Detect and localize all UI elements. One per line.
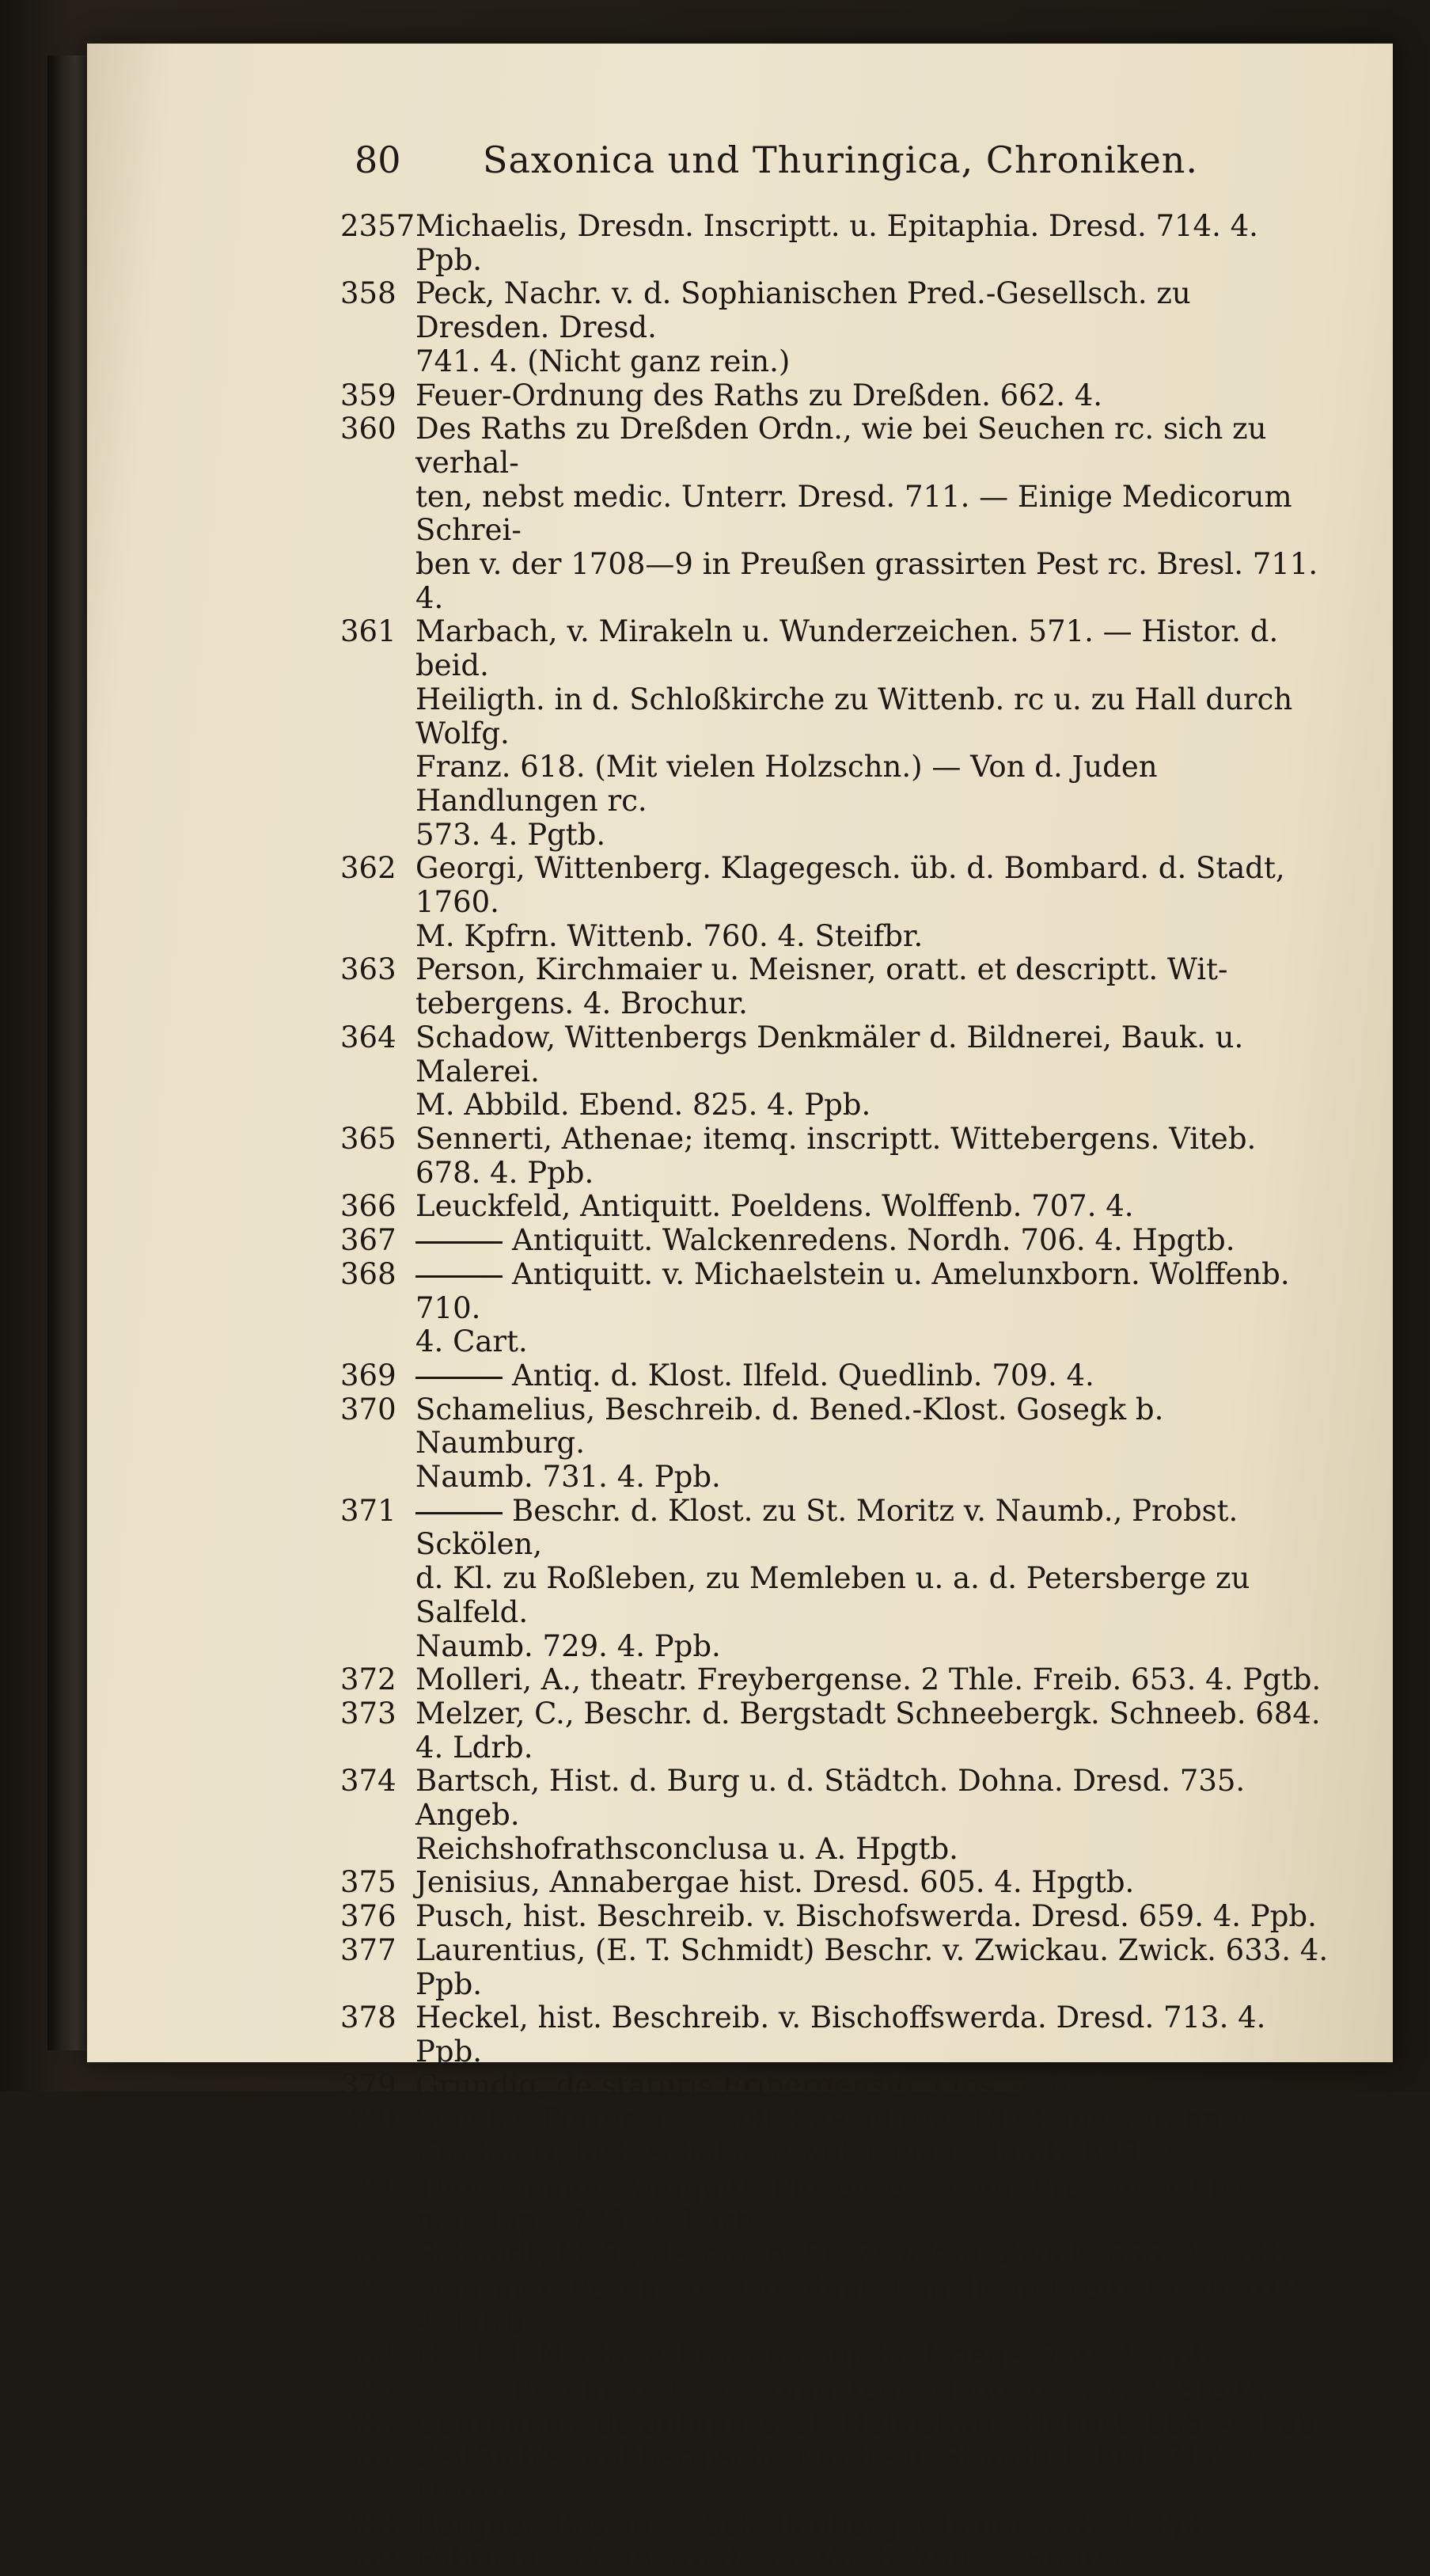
entry-number: 376 xyxy=(340,1899,396,1934)
entry-text: ben v. der 1708—9 in Preußen grassirten Pest rc. Bresl. 711. 4. xyxy=(415,547,1327,615)
catalog-entry xyxy=(340,1258,1329,1359)
entry-line xyxy=(415,548,1329,615)
entry-line xyxy=(415,1562,1329,1629)
catalog-entry xyxy=(340,1663,1329,1697)
entry-text: Molleri, A., theatr. Freybergense. 2 Thle. Freib. 653. 4. Pgtb. xyxy=(415,1662,1322,1697)
entry-number: 384 xyxy=(340,2339,396,2373)
catalog-entry xyxy=(340,2339,1329,2373)
entry-number: 360 xyxy=(340,412,396,446)
entry-text: 4. Cart. xyxy=(415,1324,528,1359)
entry-line xyxy=(415,1765,1329,1832)
catalog-entries xyxy=(340,209,1337,2576)
catalog-entry xyxy=(340,2272,1329,2339)
entry-text: Kirchneri, hist. scholae P. Mit 1 Plan. Numb. 843. 4. xyxy=(415,2136,1186,2171)
entry-number: 365 xyxy=(340,1121,396,1156)
entry-number: 388 xyxy=(340,2507,396,2542)
catalog-entry xyxy=(340,1697,1329,1765)
entry-text: Peck, Nachr. v. d. Sophianischen Pred.-Gesellsch. zu Dresden. Dresd. xyxy=(415,276,1201,345)
catalog-entry xyxy=(340,1866,1329,1900)
catalog-entry xyxy=(340,412,1329,615)
entry-number: 378 xyxy=(340,2000,396,2035)
entry-line xyxy=(415,1393,1329,1461)
entry-line xyxy=(415,1359,1329,1393)
entry-number: 382 xyxy=(340,2237,396,2272)
entry-text: Antiq. d. Klost. Ilfeld. Quedlinb. 709. 4. xyxy=(512,1358,1094,1392)
entry-number: 359 xyxy=(340,378,396,412)
entry-line xyxy=(415,1663,1329,1697)
entry-line xyxy=(415,379,1329,413)
entry-number: 373 xyxy=(340,1696,396,1731)
catalog-entry xyxy=(340,2509,1329,2543)
entry-number: 362 xyxy=(340,851,396,886)
catalog-entry xyxy=(340,2171,1329,2238)
catalog-entry xyxy=(340,1190,1329,1224)
entry-line xyxy=(415,1157,1329,1191)
catalog-entry xyxy=(340,953,1329,1020)
entry-line xyxy=(415,1123,1329,1157)
ditto-dash xyxy=(415,2391,503,2393)
entry-text: 741. 4. (Nicht ganz rein.) xyxy=(415,344,791,378)
entry-text: Marbach, v. Mirakeln u. Wunderzeichen. 571. — Histor. d. beid. xyxy=(415,614,1288,683)
entry-text: Schirmer, Beschr. d. Begräbniß-Kapelle in Freib. Freib. 619. 4. Ldrb. xyxy=(415,2270,1320,2339)
entry-text: Fabricius, Freibergi descr. Viteb. 750. 4. Steifbr. xyxy=(415,2541,1134,2576)
entry-text: M. Abbild. Ebend. 825. 4. Ppb. xyxy=(415,1088,871,1123)
page-number: 80 xyxy=(355,139,401,181)
entry-number: 375 xyxy=(340,1865,396,1900)
catalog-entry xyxy=(340,1495,1329,1664)
entry-text: Naumb. 731. 4. Ppb. xyxy=(415,1460,721,1495)
entry-line xyxy=(415,852,1329,919)
entry-text: 573. 4. Pgtb. xyxy=(415,817,606,852)
entry-text: Reichshofrathsconclusa u. A. Hpgtb. xyxy=(415,1831,958,1866)
entry-text: Michaelis, Dresdn. Inscriptt. u. Epitaphia. Dresd. 714. 4. Ppb. xyxy=(415,209,1268,277)
entry-line xyxy=(415,2204,1329,2238)
entry-line xyxy=(415,210,1329,277)
entry-line xyxy=(415,1089,1329,1123)
entry-number: 358 xyxy=(340,276,396,311)
entry-line xyxy=(415,2272,1329,2339)
entry-number: 367 xyxy=(340,1223,396,1258)
entry-text: Person, Kirchmaier u. Meisner, oratt. et descriptt. Wit- xyxy=(415,952,1228,987)
entry-text: nau. Lips. 725. 4. Ldrb. xyxy=(415,2203,763,2238)
entry-text: Feuer-Ordnung des Raths zu Dreßden. 662. 4. xyxy=(415,378,1103,412)
catalog-entry xyxy=(340,1123,1329,1190)
entry-number: 377 xyxy=(340,1932,396,1967)
entry-text: Conringius, de antiquiss. st. Helmstadii. Helmst. 665. 4. Ppb. xyxy=(415,2406,1326,2441)
catalog-entry xyxy=(340,1765,1329,1866)
entry-number: 363 xyxy=(340,952,396,987)
entry-text: Melzer, C., Beschr. d. Bergstadt Schneebergk. Schneeb. 684. 4. Ldrb. xyxy=(415,1696,1330,1765)
entry-line xyxy=(415,1258,1329,1325)
entry-line xyxy=(415,2001,1329,2069)
entry-line xyxy=(415,277,1329,344)
entry-number: 364 xyxy=(340,1020,396,1054)
entry-text: Bartsch, Hist. d. Burg u. d. Städtch. Dohna. Dresd. 735. Angeb. xyxy=(415,1764,1254,1833)
entry-line xyxy=(415,1021,1329,1089)
entry-number: 368 xyxy=(340,1256,396,1291)
entry-text: Schmidt, M. T., Beschr. d. St. Zwickau. Zwick. 656. 4. Pgtb. xyxy=(415,2237,1297,2272)
entry-text: d. Kl. zu Roßleben, zu Memleben u. a. d. Petersberge zu Salfeld. xyxy=(415,1561,1260,1629)
entry-text: Schamelius, Beschreib. d. Bened.-Klost. Gosegk b. Naumburg. xyxy=(415,1392,1174,1461)
entry-number: 374 xyxy=(340,1764,396,1799)
entry-line xyxy=(415,1866,1329,1900)
entry-text: Naumb. 729. 4. Ppb. xyxy=(415,1628,721,1663)
entry-line xyxy=(415,987,1329,1021)
entry-line xyxy=(415,819,1329,853)
catalog-entry xyxy=(340,1900,1329,1934)
entry-number: 380 xyxy=(340,2102,396,2137)
ditto-dash xyxy=(415,1512,503,1514)
entry-line xyxy=(415,1461,1329,1495)
entry-text: Heckel, Nachr. v. Pirna im 30jähr. Kriege. 739. 4. Ppb. xyxy=(415,2339,1220,2373)
entry-number: 369 xyxy=(340,1358,396,1392)
entry-line xyxy=(415,1224,1329,1258)
entry-line xyxy=(415,1630,1329,1664)
running-title: Saxonica und Thuringica, Chroniken. xyxy=(482,139,1199,181)
catalog-entry xyxy=(340,2103,1329,2170)
entry-number: 371 xyxy=(340,1493,396,1528)
entry-number: 381 xyxy=(340,2169,396,2204)
entry-line xyxy=(415,1697,1329,1765)
entry-text: Grundig, de statutis Fribergensib. Lips. 766. 4. xyxy=(415,2068,1116,2103)
entry-text: Pusch, hist. Beschreib. v. Bischofswerda. Dresd. 659. 4. Ppb. xyxy=(415,1899,1317,1934)
ditto-dash xyxy=(415,1275,503,1278)
entry-line xyxy=(415,1325,1329,1359)
entry-line xyxy=(415,2543,1329,2576)
entry-line xyxy=(415,2373,1329,2407)
entry-text: Heckel, hist. Beschreib. v. Bischoffswerda. Dresd. 713. 4. Ppb. xyxy=(415,2000,1276,2069)
entry-text: Georgi, Wittenberg. Klagegesch. üb. d. Bombard. d. Stadt, 1760. xyxy=(415,851,1295,920)
entry-line xyxy=(415,2441,1329,2508)
entry-text: Beschr. d. Klost. zu St. Moritz v. Naumb., Probst. Sckölen, xyxy=(415,1493,1248,1562)
entry-text: Beschr. d. Fest. Königstein. Magdeb. 737. 4. Steifbr. xyxy=(512,2373,1286,2407)
entry-text: Thorschmidt, Antiquitt. Plocenses et adi. Prezzin et Elbe- xyxy=(415,2169,1265,2204)
entry-line xyxy=(415,481,1329,548)
entry-text: Des Raths zu Dreßden Ordn., wie bei Seuchen rc. sich zu verhal- xyxy=(415,412,1276,480)
ditto-dash xyxy=(415,1241,503,1244)
entry-number: 389 xyxy=(340,2541,396,2576)
entry-line xyxy=(415,1833,1329,1867)
entry-number: 385 xyxy=(340,2373,396,2407)
entry-line xyxy=(415,2407,1329,2441)
entry-line xyxy=(415,1495,1329,1562)
catalog-entry xyxy=(340,1359,1329,1393)
entry-line xyxy=(415,920,1329,954)
catalog-entry xyxy=(340,2069,1329,2103)
entry-number: 379 xyxy=(340,2068,396,2103)
entry-line xyxy=(415,2238,1329,2272)
entry-number: 372 xyxy=(340,1662,396,1697)
entry-text: Heiligth. in d. Schloßkirche zu Wittenb. rc u. zu Hall durch Wolfg. xyxy=(415,682,1302,750)
entry-line xyxy=(415,953,1329,987)
entry-line xyxy=(415,2137,1329,2171)
ditto-dash xyxy=(415,1377,503,1379)
entry-line xyxy=(415,1190,1329,1224)
entry-line xyxy=(415,412,1329,480)
catalog-entry xyxy=(340,2407,1329,2441)
catalog-entry xyxy=(340,1021,1329,1123)
catalog-entry xyxy=(340,615,1329,852)
entry-text: tebergens. 4. Brochur. xyxy=(415,986,748,1021)
entry-number: 387 xyxy=(340,2440,396,2475)
entry-line xyxy=(415,683,1329,750)
catalog-entry xyxy=(340,1393,1329,1495)
entry-text: ten, nebst medic. Unterr. Dresd. 711. — Einige Medicorum Schrei- xyxy=(415,479,1302,548)
entry-line xyxy=(415,1932,1337,2001)
catalog-entry xyxy=(340,277,1329,378)
entry-text: Zeitfuch's Stollbergische Kirch.- u. Stadthist. Eßl. 717. 4. Hpgtb. xyxy=(415,2440,1276,2509)
catalog-entry xyxy=(340,210,1329,277)
entry-line xyxy=(415,2103,1329,2137)
catalog-entry xyxy=(340,1932,1337,2001)
entry-line xyxy=(415,2171,1329,2205)
entry-number: 386 xyxy=(340,2406,396,2441)
entry-line xyxy=(415,2509,1329,2543)
entry-line xyxy=(415,750,1329,818)
catalog-entry xyxy=(340,2543,1329,2576)
entry-number: 2357 xyxy=(340,209,415,243)
entry-line xyxy=(415,345,1329,379)
entry-text: Franz. 618. (Mit vielen Holzschn.) — Von d. Juden Handlungen rc. xyxy=(415,750,1167,818)
entry-number: 383 xyxy=(340,2270,396,2305)
entry-text: Leuckfeld, Antiquitt. Poeldens. Wolffenb. 707. 4. xyxy=(415,1189,1134,1224)
entry-text: Antiquitt. Walckenredens. Nordh. 706. 4. Hpgtb. xyxy=(512,1223,1235,1258)
entry-text: M. Kpfrn. Wittenb. 760. 4. Steifbr. xyxy=(415,918,924,953)
entry-text: Jenisius, Annabergae hist. Dresd. 605. 4. Hpgtb. xyxy=(415,1865,1135,1900)
entry-number: 370 xyxy=(340,1392,396,1427)
entry-text: 678. 4. Ppb. xyxy=(415,1155,594,1190)
entry-line xyxy=(415,2069,1329,2103)
catalog-entry xyxy=(340,1224,1329,1258)
catalog-entry xyxy=(340,2373,1329,2407)
entry-number: 366 xyxy=(340,1189,396,1224)
entry-text: Scholae Portensis s. soll. Saecularia, 1843, inv. Kirchner. — xyxy=(415,2102,1298,2137)
page-header xyxy=(355,139,1326,202)
entry-line xyxy=(415,2339,1329,2373)
catalog-entry xyxy=(340,379,1329,413)
entry-text: Schadow, Wittenbergs Denkmäler d. Bildnerei, Bauk. u. Malerei. xyxy=(415,1020,1254,1089)
entry-text: Bergner, Beschr. v. Schellenberg. Chemn. 778. 4. Ppb. xyxy=(415,2507,1220,2542)
catalog-entry xyxy=(340,2238,1329,2272)
entry-line xyxy=(415,1900,1329,1934)
entry-text: Antiquitt. v. Michaelstein u. Amelunxborn. Wolffenb. 710. xyxy=(415,1256,1299,1325)
entry-text: Laurentius, (E. T. Schmidt) Beschr. v. Zwickau. Zwick. 633. 4. Ppb. xyxy=(415,1932,1337,2001)
catalog-entry xyxy=(340,852,1329,953)
catalog-entry xyxy=(340,2001,1329,2069)
entry-number: 361 xyxy=(340,614,396,649)
entry-text: Sennerti, Athenae; itemq. inscriptt. Wittebergens. Viteb. xyxy=(415,1121,1257,1156)
entry-line xyxy=(415,615,1329,682)
catalog-entry xyxy=(340,2441,1329,2508)
